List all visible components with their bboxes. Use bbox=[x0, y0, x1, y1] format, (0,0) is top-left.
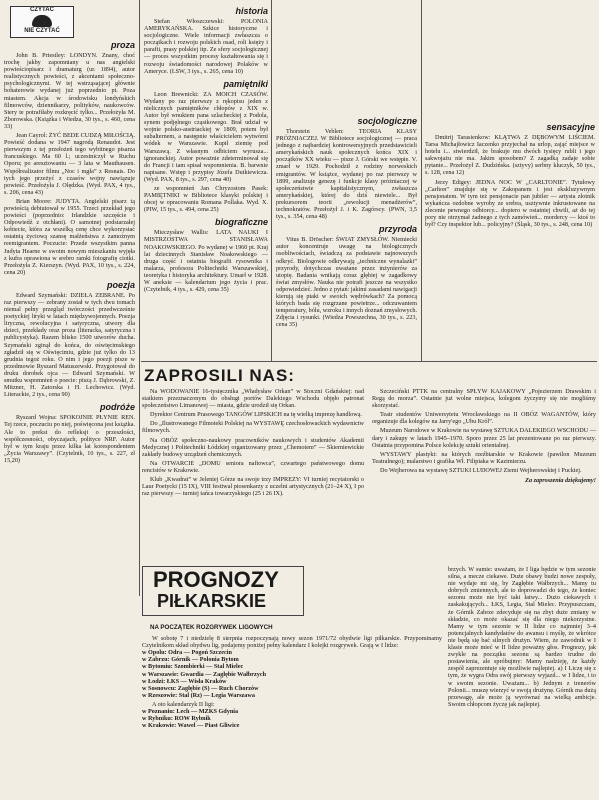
column-divider bbox=[139, 0, 140, 596]
section-poezja: poezja bbox=[106, 279, 135, 290]
invite-item: Na OBÓZ społeczno-naukowy pracowników naukowych i studentów Akademii Medycznej i Politechniki Łódzkiej organizowany przez „Chemotem” — Skierniewickie zakłady budowy urządzeń chemicznych. bbox=[142, 436, 364, 458]
review-wloszczewski: Stefan Włoszczewski: POLONIA AMERYKAŃSKA. Szkice historyczne i socjologiczne. Wiele informacji zwłaszcza o początkach i rozwoju polskich osad, roli księży i parafii, prasy polskiej itp. Ze sfery socjologicznej — proces wszystkim procesy kształtowania się i rozwoju świadomości narodowej Polaków w Ameryce. (LSW, 3 tys., s. 265, cena 10) bbox=[144, 18, 268, 75]
zaprosili-right-list bbox=[372, 388, 596, 484]
section-pamietniki: pamiętniki bbox=[223, 78, 268, 89]
prognozy-title-1: PROGNOZY bbox=[153, 567, 279, 592]
zaprosili-header: ZAPROSILI NAS: bbox=[144, 366, 295, 385]
prognozy-title-2: PIŁKARSKIE bbox=[157, 591, 267, 611]
match-line: w Zabrzu: Górnik — Polonia Bytom bbox=[142, 656, 239, 664]
invite-item: Teatr studentów Uniwersytetu Wrocławskiego na II OBÓZ WAGANTÓW, który organizuje dla kolegów na Jarry'ego „Ubu Król”. bbox=[372, 411, 596, 426]
zaprosili-left-list bbox=[142, 388, 364, 497]
logo-line2: NIE CZYTAĆ bbox=[24, 28, 60, 34]
section-socjologiczne: socjologiczne bbox=[357, 116, 417, 126]
invite-item: Do Wejherowa na wystawę SZTUKI LUDOWEJ Ziemi Wejherowskiej i Puckiej. bbox=[380, 466, 582, 474]
review-moore: Brian Moore: JUDYTA. Angielski pisarz tą powieścią debiutował w 1955. Trzeci przekład jego powieści (poprzednio: Irlandzkie szczęście i Odpowiedź z otchłani). O samotnej podstarzałej kobiecie, która za wszelką cenę chce wykorzystać ostatnią życiową szansę małżeństwa z zamożnym reemigrantem. Poczucie: Przede wszystkim panna Judyta Hearne w swoim nowym mieszkaniu wyjęła z kufra oprawiona w srebro ramki fotografię ciotki. Przełożyła Z. Kierszyn. (Wyd. PAX, 10 tys., s. 224, cena 20) bbox=[4, 197, 135, 276]
review-droscher-continued bbox=[425, 6, 595, 122]
invite-item: Na OTWARCIE „DOMU seniora naftowca”, czwartego państwowego domu rencistów w Krakowie. bbox=[142, 459, 364, 474]
match-line: w Łodzi: ŁKS — Wisła Kraków bbox=[142, 677, 227, 685]
review-wojna: Ryszard Wojna: SPOKOJNIE PŁYNIE REN. Tej rzece, poczuciu po niej, poświęcona jest książka. Ale to prekst do refleksji o przeszłości, współczesności, obyczajach, polityce NRF. Autor był w tym kraju przez kilka lat korespondentem „Życia Warszawy”. (Czytelnik, 10 tys., s. 227, zł 15,20) bbox=[4, 414, 135, 464]
reader-face-icon bbox=[32, 15, 52, 27]
match-line: w Sosnowcu: Zagłębie (S) — Ruch Chorzów bbox=[142, 684, 259, 692]
section-proza: proza bbox=[110, 40, 135, 50]
column-1 bbox=[4, 40, 135, 592]
review-pasek: ze wspomnień Jan Chryzostom Pasek: PAMIĘTNIKI w Bibliotece klasyki polskiej i obcej w opracowaniu Romana Pollaka. Wyd. X. (PIW, 15 tys., s. 494, cena 25) bbox=[144, 184, 268, 214]
prognozy-right-text: brzych. W sumie: uważam, że I liga będzie w tym sezonie silna, a mecze ciekawe. Duże obawy budzi nowe zespoły, nie wydaje mi się, by Zagłębie Wałbrzych... Mamy tu dobrych zmiennych, ale to doprowadzi do tego, że koniec sezonu może nie być taki łatwy... Dużo ciekawych i zaskakujących... ŁKS, Legia, Stal Mielec. Przypuszczam, że Górnik Zabrze zdecyduje się na zbyt duże zmiany w składzie, co może okazać się dla niego niekorzystne. Mamy w tym sezonie w II lidze co najmniej 3–4 potencjalnych kandydatów do awansu i myślę, że wkrótce nie będą się bać silnych drużyn. Wiem, że zawodnik w I klasie może mieć w II lidze poważny głos. Prognozy, jak zwykle na początku sezonu są bardzo trudne do postawienia, ale spróbujmy: Mamy nadzieję, że każdy zespół zaprezentuje się możliwie najlepiej. a) I Liczę się z tym, że wygra Odra swój pierwszy wyjazd... w I lidze, i to w swoim sezonie. Uważam... b) Jednym z trenerów Polonii... muszę wierzyć w swoją drużynę. Górnik ma dużą przewagę, ale może ją wyrównać na wielką ambicje. Swoim chłopcom życzę jak najlepiej. bbox=[448, 566, 596, 708]
match-line: w Krakowie: Wawel — Piast Gliwice bbox=[142, 722, 240, 730]
section-podroze: podróże bbox=[100, 402, 135, 413]
czytac-logo bbox=[10, 6, 74, 38]
invite-item: Szczeciński PTTK na centralny SPŁYW KAJAKOWY „Pojezierzem Drawskim i Regą do morza”. Ostatnie już wolne miejsca, kolegom życzymy się nie mogliśmy skorzystać. bbox=[372, 388, 596, 410]
column-divider bbox=[271, 0, 272, 361]
review-tarasienkow: Dmitrij Tarasienkow: KLĄTWA Z DĘBOWYM LIŚCIEM. Tarsa Michajłowicz Iaczenko przyjechał na urlop, zająć miejsce w hotelu i... stwierdził, że brakuje mu dwóch tysięcy rubli i jego sakwojażu nie ma. Jakim sposobem? Z zagadką zadaje sobie pytanie... Przełożył Z. Dudzińska. (sztyvy) serbny kluczyk, 50 tys., s. 128, cena 12) bbox=[425, 134, 595, 177]
section-historia: historia bbox=[235, 6, 268, 16]
match-line: w Rybniku: ROW Rybnik bbox=[142, 715, 211, 723]
review-edigey: Jerzy Edigey: JEDNA NOC W „CARLTONIE”. Tytułowy „Carlton” znajduje się w Zakopanem i jest ekskluzywnym pensjonatem. W tym też pensjonacie pan jubiler — artysta złotnik wykańcza ozdobne wyroby ze srebra, usztywnie inkrustowane na zlecenie pewnego odbiorcy... dopiero w ostatniej chwili, aż do tej pory nie otrzymał żadnego z tych zamówień... mordercy — ktoś to był? Czy inspektor lub... policyjny? (Śląsk, 30 tys., s. 248, cena 10) bbox=[425, 178, 595, 229]
section-biograficzne: biograficzne bbox=[214, 217, 268, 228]
logo-line1: CZYTAĆ bbox=[30, 7, 54, 13]
invite-item: Muzeum Narodowe w Krakowie na wystawę SZTUKA DALEKIEGO WSCHODU — dary i zakupy w latach 1945–1970. Sporo przez 25 lat prezentowane po raz pierwszy. Ostatnia przypomina Polsce kolekcję sztuki orientalnej. bbox=[372, 427, 596, 449]
section-divider bbox=[141, 361, 597, 362]
section-przyroda: przyroda bbox=[378, 224, 417, 235]
column-divider bbox=[421, 0, 422, 361]
prognozy-right bbox=[448, 566, 596, 798]
thanks-note: Za zaproszenia dziękujemy! bbox=[525, 477, 596, 485]
review-priestley: John B. Priestley: LONDYN. Znany, choć trochę jakby zapomniany u nas angielski powieściopisarz i dramaturg (ur. 1894), autor realistycznych powieści, z akcentami społeczno-psychologicznymi. W tej wstrząsającej głównie bohaterowie wydanej już poprzednio pt. Poza miastem. Akcja w środowisku londyńskich filmowców, dziennikarzy, polityków, naukowców. Stery te potrafiłaby rozkręcić tylko... Przełożyła M. Zborowska. (Książka i Wiedza, 30 tys., s. 460, cena 33) bbox=[4, 52, 135, 130]
match-line: w Poznaniu: Lech — MZKS Gdynia bbox=[142, 708, 239, 716]
invite-item: Klub „Kwadrat” w Jeleniej Górze na swoje trzy IMPREZY: VI turniej recytatorski o Laur Poetycki (15 IX), VIII festiwal piosenkarzy z uczelni artystycznych (21–24 X), I po raz pierwszy — turniej tańca towarzyskiego (25 i 26 IX). bbox=[142, 476, 364, 498]
review-veblen: Thorstein Veblen: TEORIA KLASY PRÓŻNIACZEJ. W Bibliotece socjologicznej — praca jednego z najbardziej kontrowersyjnych przedstawicieli amerykańskich nauk społecznych końca XIX i początków XX wieku — pisze J. Górski we wstępie. V. zmarł w 1929. Pochodził z rodziny norweskich emigrantów. W książce, wydanej po raz pierwszy w 1899, analizuje genezę i funkcje klasy próżniaczej w społeczeństwie kapitalistycznym, zwłaszcza amerykańskiej, której do dziś niewiele... Był prekursorem teorii „rewolucji menadżerów”, technokratów. Przełożył J. i K. Zagórscy. (PWN, 3,5 tys., s. 354, cena 48) bbox=[276, 128, 417, 221]
match-line: w Warszawie: Gwardia — Zagłębie Wałbrzych bbox=[142, 670, 267, 678]
match-line: w Rzeszowie: Stal (Rz) — Legia Warszawa bbox=[142, 691, 255, 699]
review-brewnicki: Leon Brewnicki: ZA MOICH CZASÓW. Wydany po raz pierwszy z rękopisu jeden z nielicznych pamiętników chłopów z XIX w. Autor był wnukiem pana szlacheckiej z Podola, synem podjęlnego cząstkowego. Brał udział w wojnie polsko-austriackiej w 1809, potem był subalternem, a następnie właścicielem wytwórni wódek w Warszawie. Kupił ziemię pod Warszawą. Z własnym odbiciem wyrusza... ignoranckiej. Autor poważnie zdeterminował się do Francji i tam spisał wspomnienia. B. barwnie napisane. Wstęp i przypisy Józefa Dutkiewicza. (Wyd. PAX, 8 tys., s. 297, cena 40) bbox=[144, 90, 268, 183]
invite-item: Na WODOWANIE 16-tysięcznika „Władysław Orkan” w Stoczni Gdańskiej: nad statkiem przeznaczonym do obsługi portów Dalekiego Wschodu objęło patronat społeczeństwo Limanowej — miasta, gdzie urodził się Orkan. bbox=[142, 388, 364, 410]
column-2 bbox=[144, 6, 268, 358]
review-droscher: Vitus B. Dröscher: ŚWIAT ZMYSŁÓW. Niemiecki autor koncentruje uwagę na biologicznych osobliwościach, świadczą za podstawie najnowszych odkryć. Biologowie odkrywają „techniczne wynalazki” przyrody, dotychczas uważane przez inżynierów za utopię. Badania wnikają coraz głębiej w zagadkowy świat zmysłów. Nauka nie potrafi jeszcze na wszystko odpowiedzieć. Jedno z pytań: jakimi zasadami nawigacji kierują się ptaki w swoich wędrówkach? Za pomocą których bada się rozgrzane powietrze... odczuwaniem temperatury, bólu, wzroku i innych doznań zmysłowych. Zdjęcia i rysunki. (Wiedza Powszechna, 30 tys., s. 223, cena 35) bbox=[276, 236, 417, 329]
invite-item: Dyrektor Centrum Prasowego TANGÓW LIPSKICH na tę wielką imprezę handlową. bbox=[150, 411, 363, 419]
prognozy-subtitle: NA POCZĄTEK ROZGRYWEK LIGOWYCH bbox=[150, 624, 273, 631]
column-3 bbox=[276, 6, 417, 358]
column-4 bbox=[425, 6, 595, 358]
invite-item: Do „Ilustrowanego Filmoteki Polskiej na WYSTAWĘ czechosłowackich wydawnictw filmowych. bbox=[142, 420, 364, 435]
match-line: w Bytomiu: Szombierki — Stal Mielec bbox=[142, 663, 244, 671]
prognozy-left bbox=[142, 618, 442, 798]
review-cayrol: Jean Cayrol: ŻYĆ BEDE CUDZĄ MIŁOŚCIĄ. Powieść dodana w 1947 nagrodą Renaudot. Jest pierwszym z tej przełożeń tego wybitnego pisarza francuskiego. Ma 60 l.; uczestniczył w Ruchu Oporu; po aresztowaniu — 3 lata w Mauthausen. Współrealizator filmu „Noc i mgła” z Resnais. Do tych jego przeżyć z czasów wojny nawiązuje powieść. Przełożyła J. Olędzka. (Wyd. PAX, 4 tys., s. 206, cena 43) bbox=[4, 132, 135, 196]
review-szymanski: Edward Szymański: DZIEŁA ZEBRANE. Po raz pierwszy — zebrany został w tych dwu tomach niemal pełny przegląd twórczości przedwcześnie poetyckiej liryki w latach międzywojennych. Poezja liryczna, rewolucyjna i satyryczna, utwory dla dzieci, przekłady oraz proza (literacka, satyryczna i publicystyka). Razem blisko 1500 utworów ducha. Szymański zginął do końca, do oświęcimskiego zgładził się w Oświęcimiu, gdzie już tylko do 13 grudnia tegoż roku. O nim i jego poezji pisze w przedmowie Ryszard Matuszewski. Przygotował do druku dorobek ojca — Edward Szymański. W smutku wspomnień o poecie: piszą J. Dąbrowski, Z. Mitzner, H. Zatorska i H. Lechowicz. (Wyd. Literackie, 2 tys., cena 90) bbox=[4, 291, 135, 399]
invite-item: WYSTAWY plastyki: na których rzeźbiarskie w Krakowie (pawilon Muzeum Teatralnego); malarstwo i grafika Wł. Filipiaka w Kazimierzu. bbox=[372, 450, 596, 465]
prognozy-intro: W sobotę 7 i niedzielę 8 sierpnia rozpoczynają nowy sezon 1971/72 obydwie ligi piłkarskie. Przypominamy Czytelnikom skład obydwu lig, podajemy poniżej pełny kalendarz I kolejki rozgrywek. Grają w I lidze: bbox=[142, 635, 442, 650]
prognozy-calendar: A oto kalendarzyk II ligi: bbox=[152, 700, 215, 708]
zaprosili-section bbox=[142, 364, 597, 562]
prognozy-title-box bbox=[142, 566, 304, 616]
review-wallis: Mieczysław Wallis: LATA NAUKI I MISTRZOSTWA STANISŁAWA NOAKOWSKIEGO. Po wydanej w 1960 pt. Kraj lat dziecinnych Stanisław Noakowskiego — druga część i ostatnia biografii rysownika i malarza, profesora Politechniki Warszawskiej, teoretyka i historyka architektury. Umarł w 1928. W aneksie — kalendarium jego życia i prac. (Czytelnik, 4 tys., s. 429, cena 35) bbox=[144, 229, 268, 294]
section-sensacyjne: sensacyjne bbox=[546, 122, 595, 132]
match-line: w Opolu: Odra — Pogoń Szczecin bbox=[142, 649, 232, 657]
